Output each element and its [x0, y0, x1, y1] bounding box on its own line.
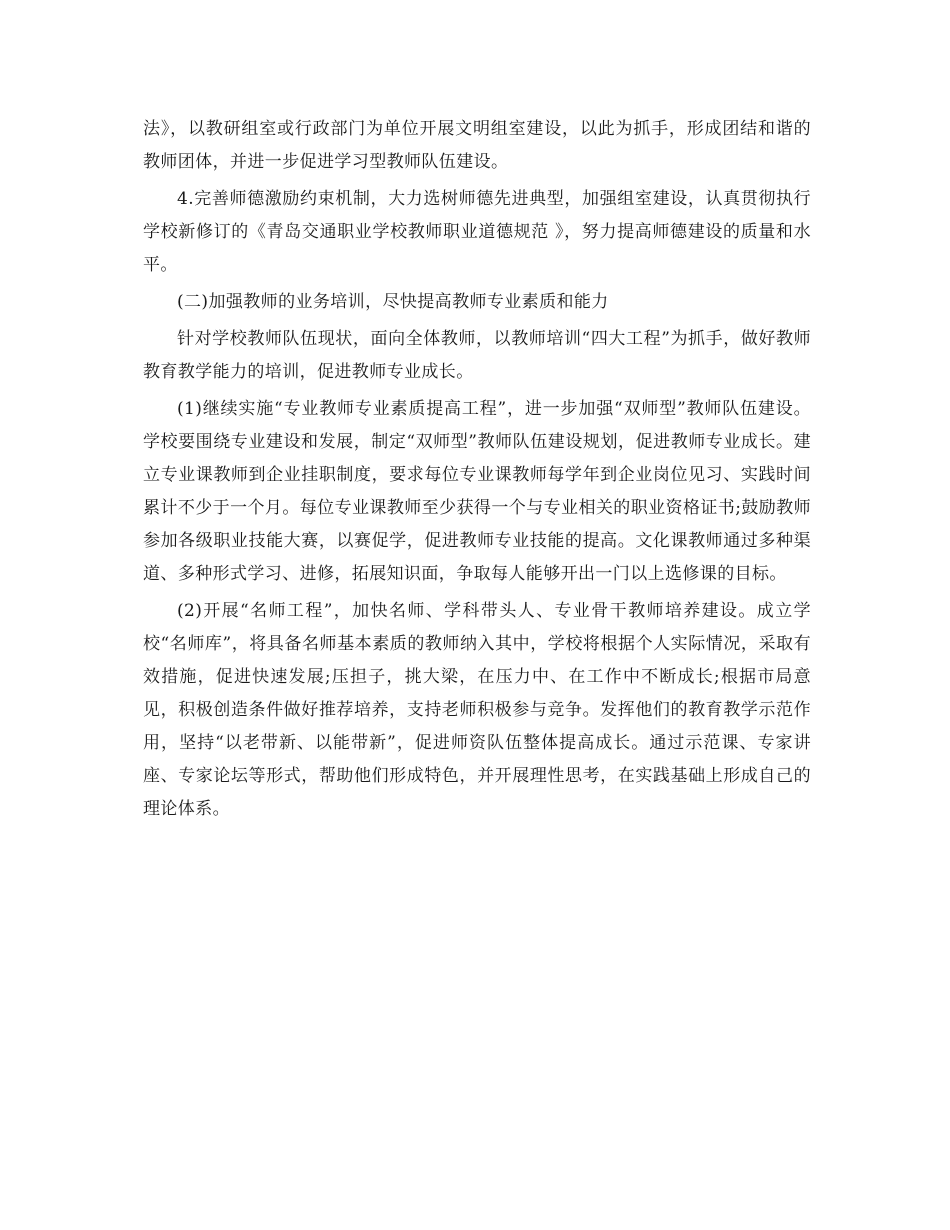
paragraph-ethics-mechanism: 4.完善师德激励约束机制，大力选树师德先进典型，加强组室建设，认真贯彻执行学校新修订的《青岛交通职业学校教师职业道德规范 》，努力提高师德建设的质量和水平。: [143, 189, 811, 275]
paragraph-continuation: 法》，以教研组室或行政部门为单位开展文明组室建设，以此为抓手，形成团结和谐的教师团体，并进一步促进学习型教师队伍建设。: [143, 119, 811, 172]
document-body: [143, 113, 811, 830]
section-heading-training: (二)加强教师的业务培训，尽快提高教师专业素质和能力: [177, 292, 609, 312]
paragraph-famous-teacher: (2)开展“名师工程”，加快名师、学科带头人、专业骨干教师培养建设。成立学校“名师库”，将具备名师基本素质的教师纳入其中，学校将根据个人实际情况，采取有效措施，促进快速发展;压担子，挑大梁，在压力中、在工作中不断成长;根据市局意见，积极创造条件做好推荐培养，支持老师积极参与竞争。发挥他们的教育教学示范作用，坚持“以老带新、以能带新”，促进师资队伍整体提高成长。通过示范课、专家讲座、专家论坛等形式，帮助他们形成特色，并开展理性思考，在实践基础上形成自己的理论体系。: [143, 601, 811, 819]
paragraph-dual-teacher: (1)继续实施“专业教师专业素质提高工程”，进一步加强“双师型”教师队伍建设。学校要围绕专业建设和发展，制定“双师型”教师队伍建设规划，促进教师专业成长。建立专业课教师到企业挂职制度，要求每位专业课教师每学年到企业岗位见习、实践时间累计不少于一个月。每位专业课教师至少获得一个与专业相关的职业资格证书;鼓励教师参加各级职业技能大赛，以赛促学，促进教师专业技能的提高。文化课教师通过多种渠道、多种形式学习、进修，拓展知识面，争取每人能够开出一门以上选修课的目标。: [143, 399, 811, 584]
paragraph-training-intro: 针对学校教师队伍现状，面向全体教师，以教师培训“四大工程”为抓手，做好教师教育教学能力的培训，促进教师专业成长。: [143, 329, 811, 382]
